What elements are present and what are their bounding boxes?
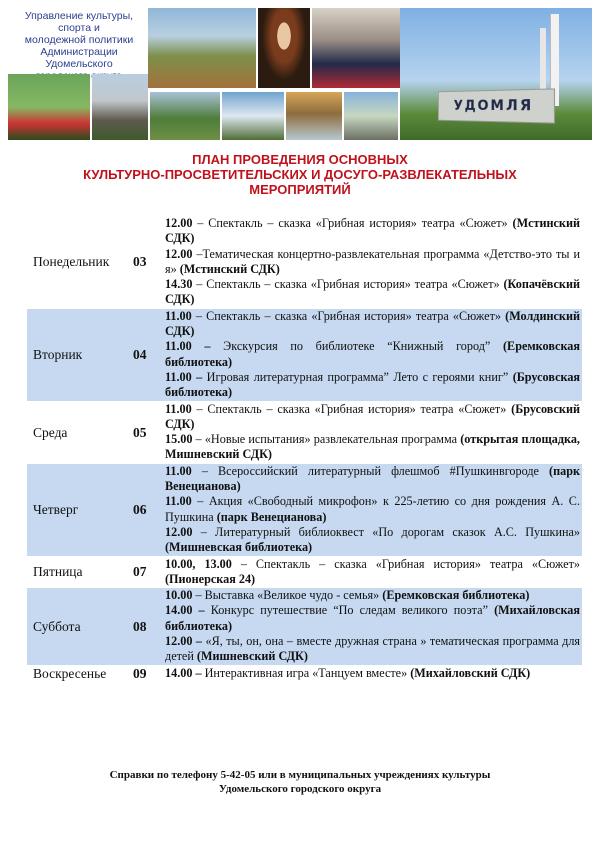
- event-item: [165, 402, 580, 433]
- event-time: 15.00: [165, 432, 193, 447]
- photo-city-sign: [400, 8, 592, 140]
- event-item: [165, 494, 580, 525]
- schedule-row: [27, 588, 582, 665]
- event-time: 10.00, 13.00: [165, 556, 232, 571]
- organization-name: [8, 8, 150, 74]
- event-time: 14.30: [165, 277, 193, 292]
- schedule-table: [27, 216, 582, 682]
- event-time: 10.00: [165, 588, 193, 603]
- event-description: – Акция «Свободный микрофон» к 225-летию со дня рождения А. С. Пушкина: [165, 494, 580, 524]
- day-events: [163, 588, 582, 665]
- event-place: (Молдинский СДК): [165, 308, 580, 339]
- event-time: 12.00 –: [165, 634, 202, 649]
- day-number: 03: [133, 254, 147, 270]
- footer-line: Справки по телефону 5-42-05 или в муниципальных учреждениях культуры: [109, 769, 491, 781]
- photo-folk-ensemble: [148, 8, 256, 88]
- event-place: (парк Венецианова): [165, 463, 580, 494]
- title-line: МЕРОПРИЯТИЙ: [249, 182, 351, 197]
- event-time: 11.00: [165, 308, 192, 323]
- event-place: (Михайловская библиотека): [165, 603, 580, 633]
- event-time: 14.00 –: [165, 665, 202, 680]
- event-description: Экскурсия по библиотеке “Книжный город”: [210, 339, 503, 354]
- footer-line: Удомельского городского округа: [218, 783, 382, 795]
- photo-sports-team: [8, 74, 90, 140]
- event-time: 14.00 –: [165, 603, 205, 618]
- day-number: 07: [133, 564, 147, 580]
- event-item: [165, 432, 580, 463]
- event-time: 11.00: [165, 401, 192, 416]
- event-item: [165, 370, 580, 401]
- event-item: [165, 588, 580, 603]
- event-description: – Спектакль – сказка «Грибная история» театра «Сюжет»: [231, 556, 580, 571]
- photo-lake: [344, 92, 398, 140]
- org-line: Управление культуры, спорта и: [24, 10, 134, 34]
- schedule-row: [27, 556, 582, 588]
- event-place: (Брусовский СДК): [165, 401, 580, 431]
- event-description: Конкурс путешествие “По следам великого поэта”: [204, 603, 495, 618]
- event-item: [165, 339, 580, 370]
- event-time: 11.00 –: [165, 339, 211, 354]
- event-description: Игровая литературная программа” Лето с героями книг”: [202, 369, 513, 384]
- day-name: Вторник: [27, 308, 131, 401]
- photo-church: [286, 92, 342, 140]
- city-sign: УДОМЛЯ: [438, 88, 555, 123]
- event-place: (Мишневский СДК): [196, 649, 308, 664]
- event-item: [165, 464, 580, 495]
- schedule-body: [27, 216, 582, 681]
- page-title: [0, 152, 600, 197]
- event-item: [165, 309, 580, 340]
- event-item: [165, 277, 580, 308]
- event-description: – Спектакль – сказка «Грибная история» театра «Сюжет»: [191, 308, 506, 323]
- event-place: (Пионерская 24): [165, 571, 256, 586]
- event-place: (открытая площадка, Мишневский СДК): [165, 432, 580, 462]
- photo-building: [222, 92, 284, 140]
- header-collage: [8, 8, 592, 140]
- day-events: [163, 665, 582, 681]
- day-name: Понедельник: [33, 254, 110, 270]
- event-description: – Выставка «Великое чудо - семья»: [192, 588, 383, 603]
- event-time: 11.00 –: [165, 369, 203, 384]
- org-line: Администрации Удомельского: [40, 46, 118, 70]
- schedule-row: [27, 463, 582, 556]
- event-place: (Еремковская библиотека): [165, 339, 580, 369]
- schedule-row: [27, 401, 582, 463]
- day-name: Воскресенье: [33, 665, 107, 681]
- day-number: 09: [133, 665, 147, 681]
- schedule-row: [27, 308, 582, 401]
- event-time: 12.00: [165, 246, 193, 261]
- event-place: (Копачёвский СДК): [165, 277, 580, 307]
- event-description: «Я, ты, он, она – вместе дружная страна » тематическая программа для детей: [165, 634, 581, 664]
- day-name: Среда: [33, 424, 68, 440]
- event-place: (Мишневская библиотека): [165, 540, 313, 555]
- event-time: 11.00: [165, 463, 192, 478]
- day-name: Суббота: [27, 588, 131, 665]
- event-item: [165, 216, 580, 247]
- event-time: 12.00: [165, 524, 193, 539]
- event-description: – Спектакль – сказка «Грибная история» театра «Сюжет»: [192, 277, 504, 292]
- event-place: (Еремковская библиотека): [382, 588, 530, 603]
- event-description: – Литературный библиоквест «По дорогам сказок А.С. Пушкина»: [192, 524, 580, 539]
- event-item: [165, 603, 580, 634]
- event-description: – «Новые испытания» развлекательная программа: [192, 432, 461, 447]
- footer-contact: [0, 768, 600, 796]
- photo-monument: [92, 74, 148, 140]
- event-place: (Мстинский СДК): [165, 216, 580, 246]
- event-item: [165, 557, 580, 588]
- schedule-row: [27, 216, 582, 308]
- title-line: КУЛЬТУРНО-ПРОСВЕТИТЕЛЬСКИХ И ДОСУГО-РАЗВЛЕКАТЕЛЬНЫХ: [83, 167, 517, 182]
- day-number: 04: [131, 308, 163, 401]
- photo-choir: [312, 8, 400, 88]
- event-description: – Спектакль – сказка «Грибная история» театра «Сюжет»: [192, 216, 513, 230]
- schedule-row: [27, 665, 582, 681]
- day-events: [163, 216, 582, 308]
- day-number: 05: [133, 424, 147, 440]
- event-place: (парк Венецианова): [216, 509, 327, 524]
- event-description: –Тематическая концертно-развлекательная программа «Детство-это ты и я»: [165, 246, 580, 276]
- event-item: [165, 525, 580, 556]
- day-name: Пятница: [33, 564, 83, 580]
- day-events: [163, 401, 582, 463]
- event-time: 11.00: [165, 494, 192, 509]
- day-events: [163, 556, 582, 588]
- event-description: – Спектакль – сказка «Грибная история» театра «Сюжет»: [191, 401, 512, 416]
- event-time: 12.00: [165, 216, 193, 230]
- day-events: [163, 308, 582, 401]
- photo-portrait-painting: [258, 8, 310, 88]
- day-number: 08: [131, 588, 163, 665]
- photo-landscape: [150, 92, 220, 140]
- event-item: [165, 666, 580, 681]
- event-place: (Михайловский СДК): [410, 665, 531, 680]
- event-place: (Брусовская библиотека): [165, 369, 581, 400]
- event-item: [165, 634, 580, 665]
- event-description: – Всероссийский литературный флешмоб #Пушкинвгороде: [191, 463, 550, 478]
- event-item: [165, 247, 580, 278]
- day-number: 06: [131, 463, 163, 556]
- event-description: Интерактивная игра «Танцуем вместе»: [201, 665, 411, 680]
- day-name: Четверг: [27, 463, 131, 556]
- event-place: (Мстинский СДК): [179, 261, 280, 276]
- title-line: ПЛАН ПРОВЕДЕНИЯ ОСНОВНЫХ: [192, 152, 408, 167]
- org-line: молодежной политики: [24, 34, 134, 46]
- day-events: [163, 463, 582, 556]
